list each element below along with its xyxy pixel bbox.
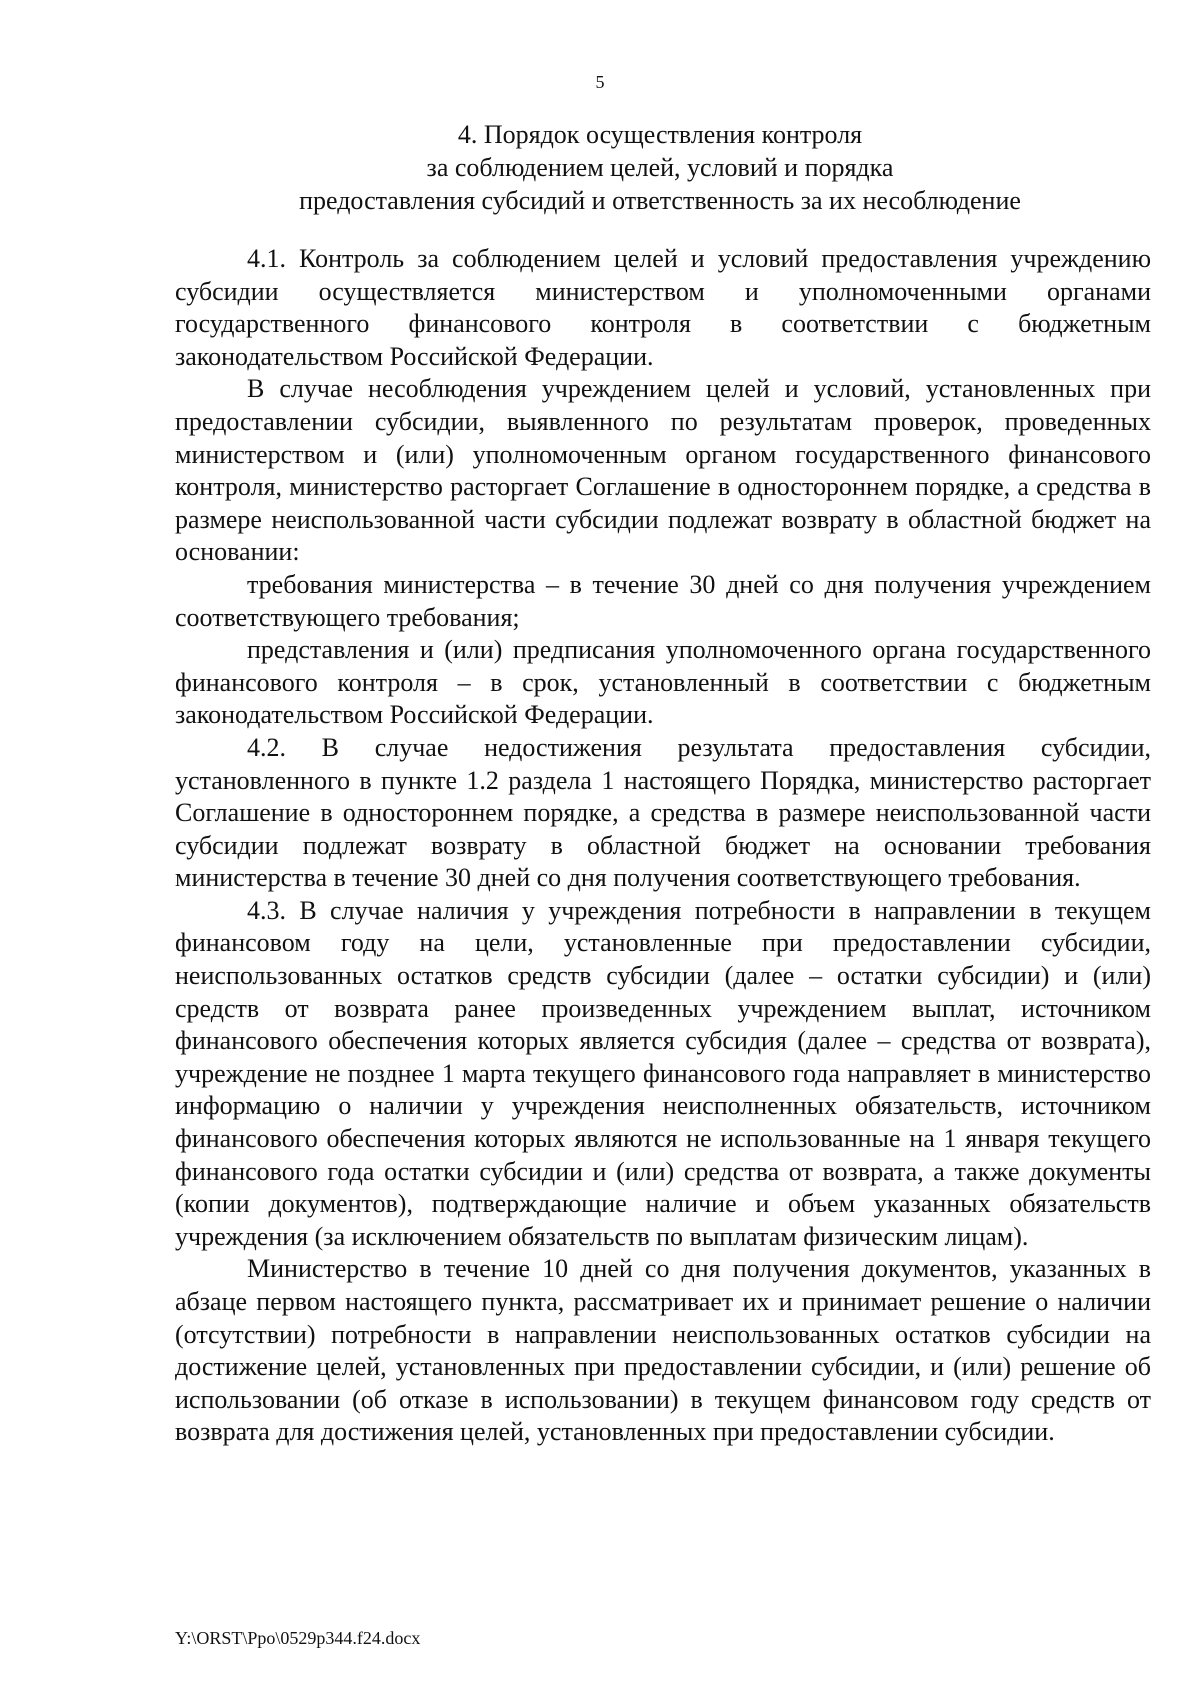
paragraph-4-2: 4.2. В случае недостижения результата предоставления субсидии, установленного в пункте 1.2 раздела 1 настоящего Порядка, министерство расторгает Соглашение в одностороннем порядке, а средства в размере неиспользованной части субсидии подлежат возврату в областной бюджет на основании требования министерства в течение 30 дней со дня получения соответствующего требования.: [175, 732, 1151, 893]
paragraph-ministry-decision: Министерство в течение 10 дней со дня получения документов, указанных в абзаце первом настоящего пункта, рассматривает их и принимает решение о наличии (отсутствии) потребности в направлении неиспользованных остатков субсидии на достижение целей, установленных при предоставлении субсидии, и (или) решение об использовании (об отказе в использовании) в текущем финансовом году средств от возврата для достижения целей, установленных при предоставлении субсидии.: [175, 1254, 1151, 1447]
paragraph-4-1: 4.1. Контроль за соблюдением целей и условий предоставления учреждению субсидии осуществляется министерством и уполномоченными органами государственного финансового контроля в соответствии с бюджетным законодательством Российской Федерации.: [175, 244, 1151, 371]
paragraph-4-3: 4.3. В случае наличия у учреждения потребности в направлении в текущем финансовом году на цели, установленные при предоставлении субсидии, неиспользованных остатков средств субсидии (далее – остатки субсидии) и (или) средств от возврата ранее произведенных учреждением выплат, источником финансового обеспечения которых является субсидия (далее – средства от возврата), учреждение не позднее 1 марта текущего финансового года направляет в министерство информацию о наличии у учреждения неисполненных обязательств, источником финансового обеспечения которых являются не использованные на 1 января текущего финансового года остатки субсидии и (или) средства от возврата, а также документы (копии документов), подтверждающие наличие и объем указанных обязательств учреждения (за исключением обязательств по выплатам физическим лицам).: [175, 895, 1151, 1251]
document-body: [175, 243, 1151, 1449]
paragraph-ministry-requirement: требования министерства – в течение 30 дней со дня получения учреждением соответствующего требования;: [175, 569, 1151, 632]
paragraph-noncompliance: В случае несоблюдения учреждением целей и условий, установленных при предоставлении субсидии, выявленного по результатам проверок, проведенных министерством и (или) уполномоченным органом государственного финансового контроля, министерство расторгает Соглашение в одностороннем порядке, а средства в размере неиспользованной части субсидии подлежат возврату в областной бюджет на основании:: [175, 374, 1151, 567]
heading-line-1: 4. Порядок осуществления контроля: [457, 120, 863, 149]
heading-line-2: за соблюдением целей, условий и порядка: [426, 153, 894, 182]
heading-line-3: предоставления субсидий и ответственность за их несоблюдение: [299, 186, 1021, 215]
paragraph-control-authority-order: представления и (или) предписания уполномоченного органа государственного финансового контроля – в срок, установленный в соответствии с бюджетным законодательством Российской Федерации.: [175, 635, 1151, 730]
section-heading: [160, 118, 1160, 217]
document-file-path: Y:\ORST\Ppo\0529p344.f24.docx: [175, 1628, 421, 1648]
page-number: 5: [595, 72, 605, 92]
